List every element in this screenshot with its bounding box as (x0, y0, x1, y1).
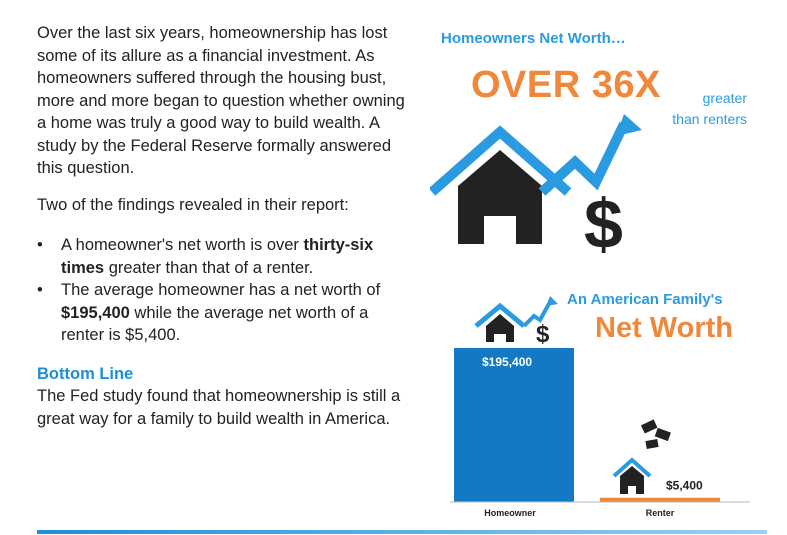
category-label-renter: Renter (645, 508, 675, 518)
renter-house-icon (614, 460, 650, 494)
growth-arrow-icon (542, 114, 642, 192)
headline-subtext: greater than renters (672, 90, 747, 127)
value-label-renter: $5,400 (666, 478, 703, 493)
dollar-sign-icon: $ (584, 185, 623, 260)
finding-item: • A homeowner's net worth is over thirty-six times greater than that of a renter. (37, 236, 374, 277)
bottom-divider (37, 530, 767, 534)
bar-renter (600, 498, 720, 502)
bottom-line-heading: Bottom Line (37, 364, 134, 383)
homeowner-house-icon (476, 296, 558, 348)
finding-item: • The average homeowner has a net worth of $195,400 while the average net worth of a renter is $5,400. (37, 281, 381, 344)
house-growth-illustration (430, 110, 650, 260)
bar-homeowner (454, 348, 574, 502)
chart-title: An American Family's (567, 291, 723, 308)
chart-subtitle: Net Worth (595, 312, 734, 344)
flying-money-icon (641, 419, 671, 449)
findings-intro: Two of the findings revealed in their report: (37, 195, 349, 214)
intro-paragraph: Over the last six years, homeownership has lost some of its allure as a financial investment. As homeowners suffered through the housing bust, more and more began to question whether owning a home was truly a good way to build wealth. A study by the Federal Reserve formally answered this question. (37, 24, 405, 177)
value-label-homeowner: $195,400 (482, 355, 533, 369)
bullet-icon: • (37, 281, 43, 299)
svg-text:$: $ (536, 321, 550, 348)
bullet-icon: • (37, 236, 43, 254)
article-column (37, 22, 407, 430)
bottom-line-text: The Fed study found that homeownership is still a great way for a family to build wealth in America. (37, 387, 401, 428)
infographic-title: Homeowners Net Worth… (441, 30, 626, 47)
net-worth-chart (430, 290, 770, 522)
findings-list (37, 234, 407, 347)
headline-multiplier: OVER 36X (471, 64, 661, 106)
category-label-homeowner: Homeowner (484, 508, 536, 518)
